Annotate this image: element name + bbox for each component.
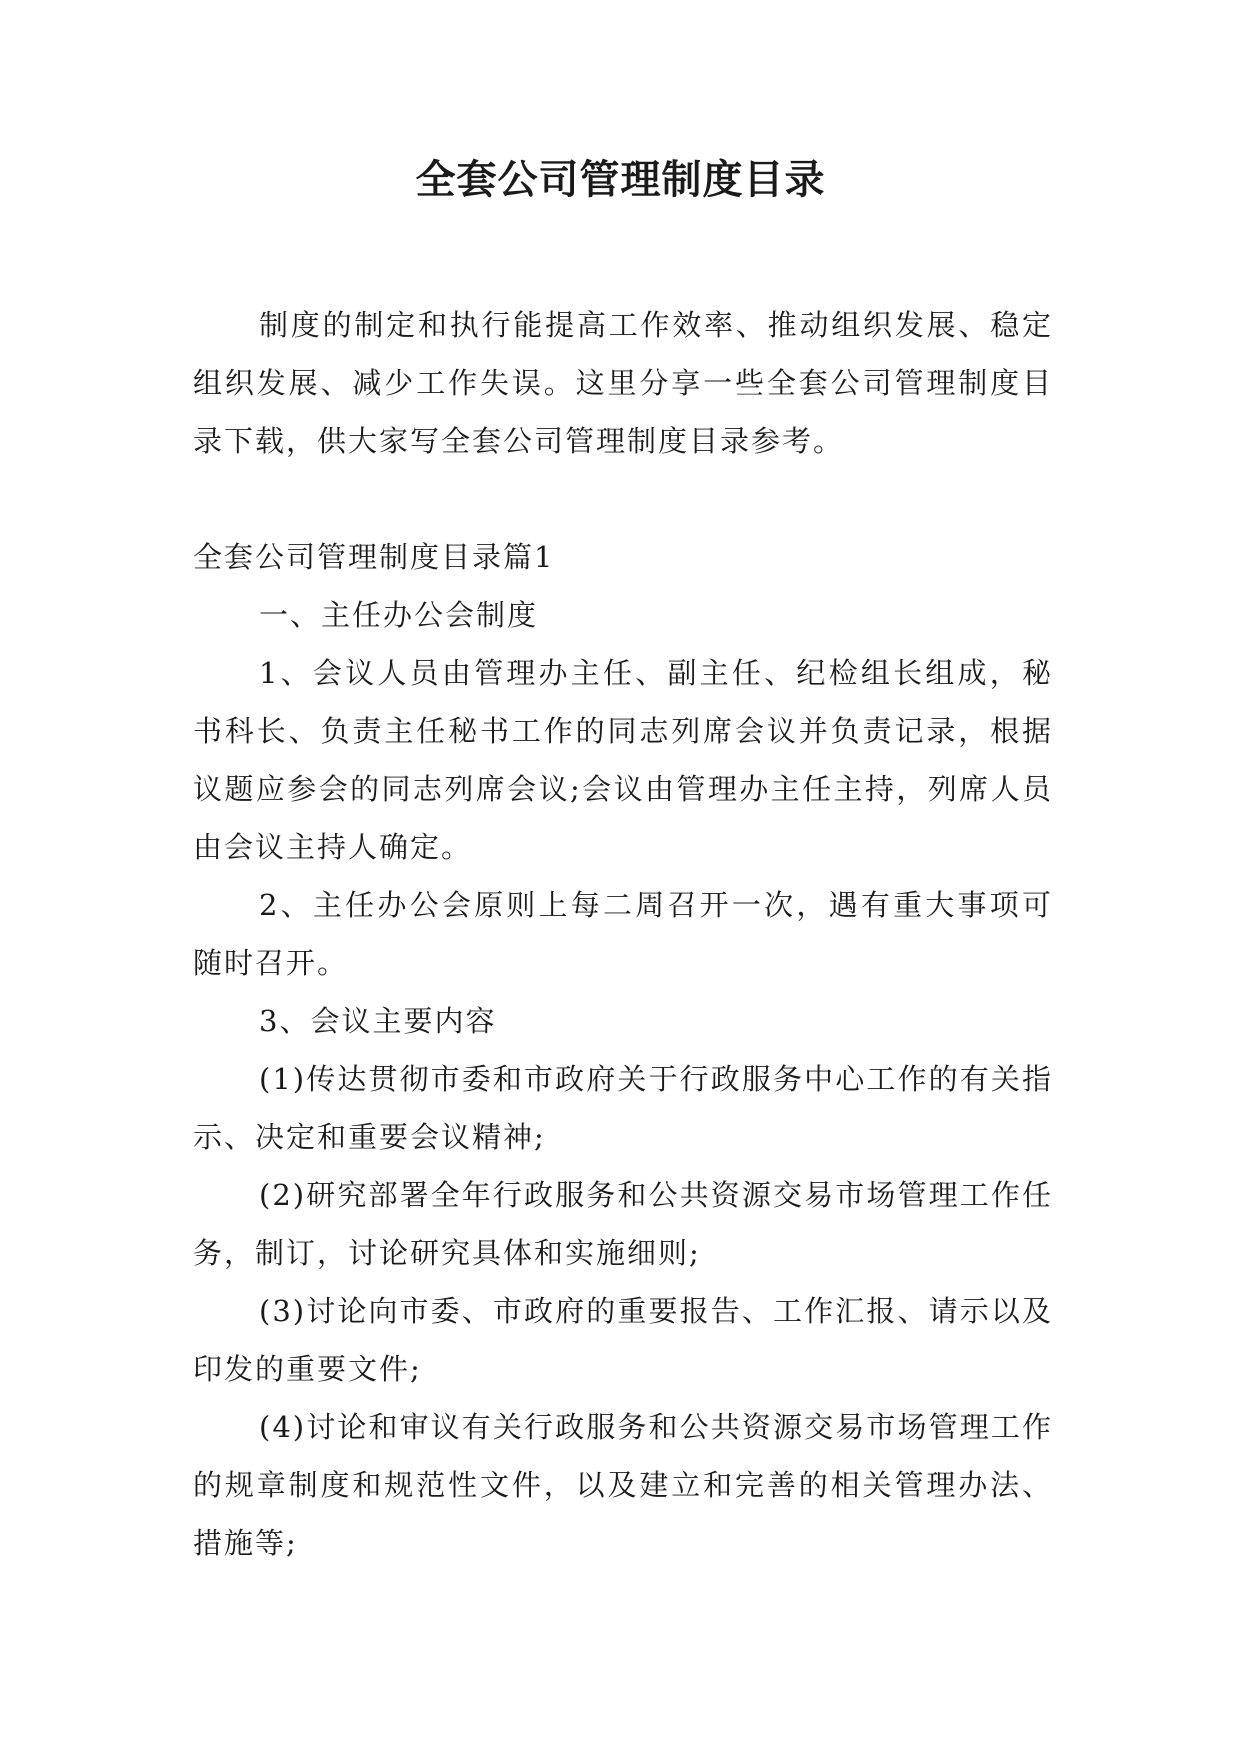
document-body <box>193 296 1053 1572</box>
subsection-heading: 一、主任办公会制度 <box>259 598 539 632</box>
body-paragraph: 2、主任办公会原则上每二周召开一次，遇有重大事项可随时召开。 <box>193 888 1053 980</box>
intro-paragraph: 制度的制定和执行能提高工作效率、推动组织发展、稳定组织发展、减少工作失误。这里分享一些全套公司管理制度目录下载，供大家写全套公司管理制度目录参考。 <box>193 308 1053 458</box>
body-paragraph: 3、会议主要内容 <box>259 1004 497 1038</box>
list-item: (2)研究部署全年行政服务和公共资源交易市场管理工作任务，制订，讨论研究具体和实施细则; <box>193 1178 1053 1270</box>
list-item: (3)讨论向市委、市政府的重要报告、工作汇报、请示以及印发的重要文件; <box>193 1294 1053 1386</box>
list-item: (1)传达贯彻市委和市政府关于行政服务中心工作的有关指示、决定和重要会议精神; <box>193 1062 1053 1154</box>
list-item: (4)讨论和审议有关行政服务和公共资源交易市场管理工作的规章制度和规范性文件，以及建立和完善的相关管理办法、措施等; <box>193 1410 1053 1560</box>
section-heading: 全套公司管理制度目录篇1 <box>193 540 555 574</box>
body-paragraph: 1、会议人员由管理办主任、副主任、纪检组长组成，秘书科长、负责主任秘书工作的同志列席会议并负责记录，根据议题应参会的同志列席会议;会议由管理办主任主持，列席人员由会议主持人确定。 <box>193 656 1053 864</box>
document-title: 全套公司管理制度目录 <box>415 157 826 203</box>
